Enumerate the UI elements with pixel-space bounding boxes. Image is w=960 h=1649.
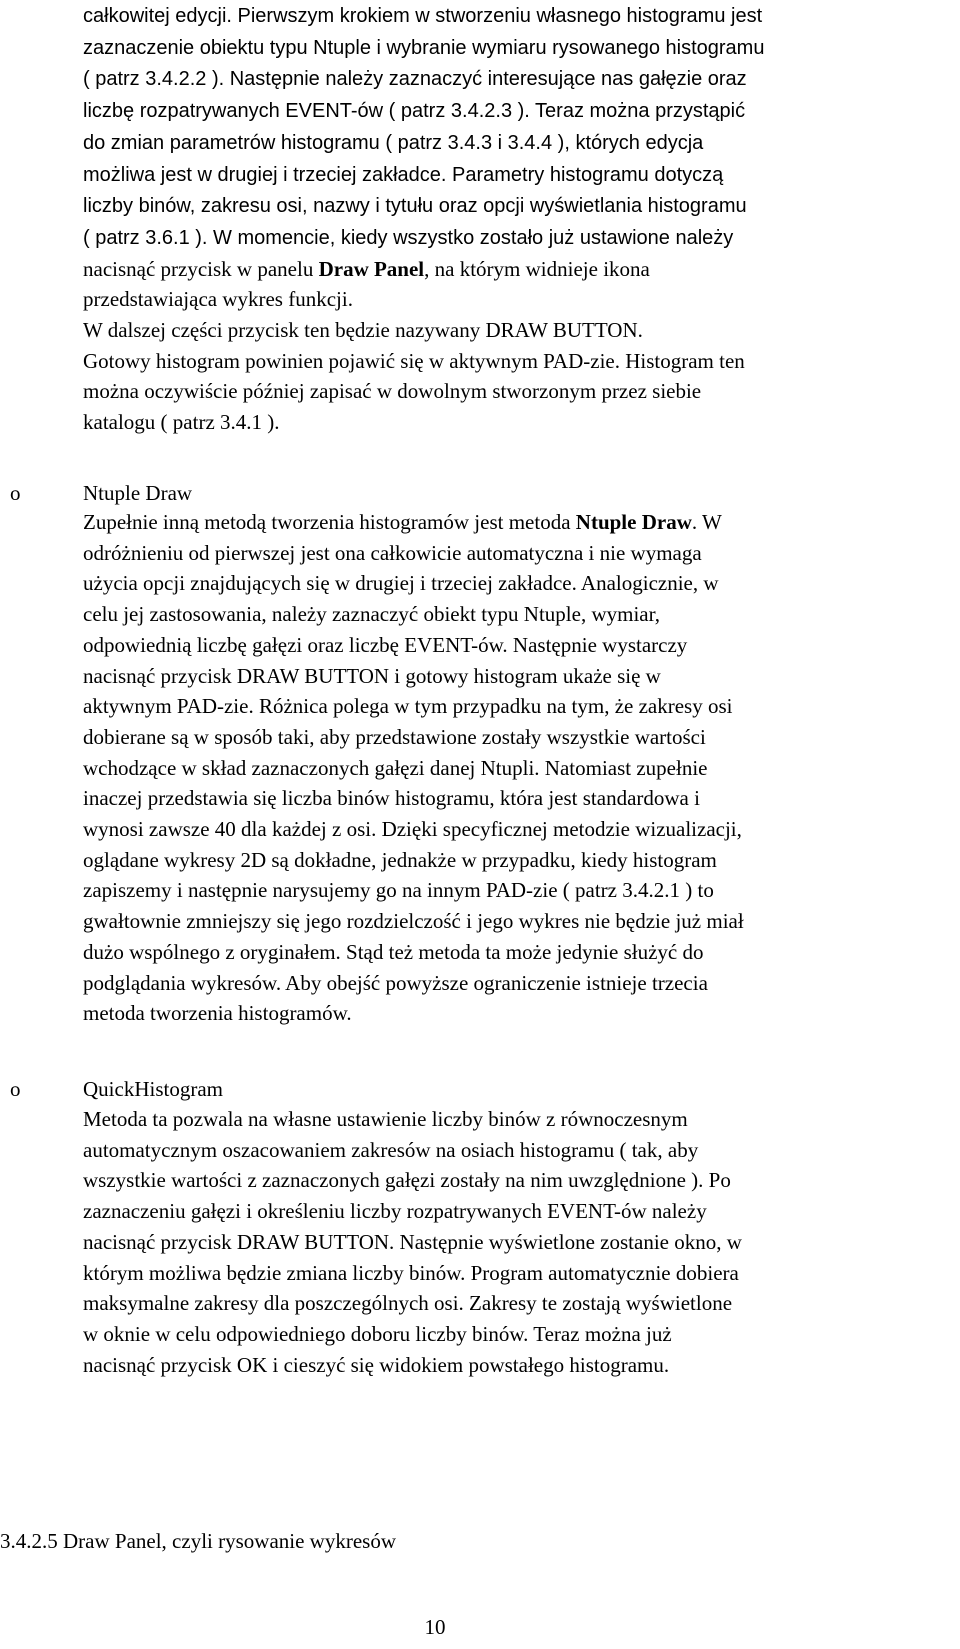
text-run: dobierane są w sposób taki, aby przedstawione zostały wszystkie wartości [83, 724, 706, 749]
ntuple-draw-line [83, 507, 953, 538]
ntuple-draw-paragraph [83, 507, 953, 1029]
quick-histogram-line [83, 1319, 953, 1350]
ntuple-draw-line [83, 630, 953, 661]
intro-line [83, 159, 953, 191]
ntuple-draw-line [83, 722, 953, 753]
quick-histogram-line [83, 1104, 953, 1135]
text-run: w oknie w celu odpowiedniego doboru liczby binów. Teraz można już [83, 1321, 672, 1346]
text-run: zaznaczeniu gałęzi i określeniu liczby rozpatrywanych EVENT-ów należy [83, 1199, 707, 1224]
text-run: , na którym widnieje ikona [424, 256, 650, 281]
text-run: ( patrz 3.6.1 ). W momencie, kiedy wszystko zostało już ustawione należy [83, 226, 734, 249]
ntuple-draw-line [83, 998, 953, 1029]
intro-line [83, 284, 953, 315]
ntuple-draw-line [83, 753, 953, 784]
ntuple-draw-line [83, 599, 953, 630]
text-run: do zmian parametrów histogramu ( patrz 3.4.3 i 3.4.4 ), których edycja [83, 131, 704, 154]
text-run: dużo wspólnego z oryginałem. Stąd też metoda ta może jedynie służyć do [83, 939, 704, 964]
ntuple-draw-line [83, 845, 953, 876]
intro-line [83, 63, 953, 95]
ntuple-draw-line [83, 937, 953, 968]
text-run: użycia opcji znajdujących się w drugiej i trzeciej zakładce. Analogicznie, w [83, 571, 719, 596]
emphasized-term: Ntuple Draw [575, 510, 692, 534]
text-run: Zupełnie inną metodą tworzenia histogramów jest metoda [83, 510, 576, 534]
ntuple-draw-line [83, 814, 953, 845]
text-run: nacisnąć przycisk OK i cieszyć się widokiem powstałego histogramu. [83, 1352, 670, 1377]
text-run: inaczej przedstawia się liczba binów histogramu, która jest standardowa i [83, 786, 700, 811]
text-run: liczbę rozpatrywanych EVENT-ów ( patrz 3.4.2.3 ). Teraz można przystąpić [83, 100, 746, 123]
emphasized-term: Draw Panel [318, 256, 425, 281]
quick-histogram-bullet: o [10, 1077, 21, 1101]
ntuple-draw-title: Ntuple Draw [83, 481, 193, 505]
quick-histogram-line [83, 1350, 953, 1381]
quick-histogram-line [83, 1165, 953, 1196]
text-run: . W [691, 510, 722, 534]
text-run: którym możliwa będzie zmiana liczby binów. Program automatycznie dobiera [83, 1260, 739, 1285]
quick-histogram-line [83, 1258, 953, 1289]
text-run: maksymalne zakresy dla poszczególnych osi. Zakresy te zostają wyświetlone [83, 1291, 733, 1316]
ntuple-draw-bullet: o [10, 481, 21, 505]
intro-line [83, 32, 953, 64]
text-run: odróżnieniu od pierwszej jest ona całkowicie automatyczna i nie wymaga [83, 540, 702, 565]
ntuple-draw-line [83, 568, 953, 599]
text-run: całkowitej edycji. Pierwszym krokiem w stworzeniu własnego histogramu jest [83, 5, 763, 27]
text-run: możliwa jest w drugiej i trzeciej zakładce. Parametry histogramu dotyczą [83, 163, 724, 186]
ntuple-draw-line [83, 968, 953, 999]
text-run: W dalszej części przycisk ten będzie nazywany DRAW BUTTON. [83, 318, 643, 343]
text-run: celu jej zastosowania, należy zaznaczyć obiekt typu Ntuple, wymiar, [83, 602, 661, 627]
quick-histogram-paragraph [83, 1104, 953, 1380]
text-run: wszystkie wartości z zaznaczonych gałęzi zostały na nim uwzględnione ). Po [83, 1168, 731, 1193]
text-run: przedstawiająca wykres funkcji. [83, 287, 353, 312]
text-run: liczby binów, zakresu osi, nazwy i tytułu oraz opcji wyświetlania histogramu [83, 195, 747, 218]
ntuple-draw-line [83, 875, 953, 906]
text-run: gwałtownie zmniejszy się jego rozdzielczość i jego wykres nie będzie już miał [83, 909, 744, 934]
ntuple-draw-line [83, 538, 953, 569]
intro-line [83, 407, 953, 438]
text-run: aktywnym PAD-zie. Różnica polega w tym przypadku na tym, że zakresy osi [83, 694, 733, 719]
text-run: nacisnąć przycisk DRAW BUTTON i gotowy histogram ukaże się w [83, 663, 661, 688]
quick-histogram-title: QuickHistogram [83, 1077, 223, 1101]
text-run: nacisnąć przycisk w panelu [83, 256, 319, 281]
text-run: Gotowy histogram powinien pojawić się w aktywnym PAD-zie. Histogram ten [83, 348, 745, 373]
intro-line [83, 315, 953, 346]
text-run: zapiszemy i następnie narysujemy go na innym PAD-zie ( patrz 3.4.2.1 ) to [83, 878, 714, 903]
quick-histogram-line [83, 1135, 953, 1166]
text-run: odpowiednią liczbę gałęzi oraz liczbę EVENT-ów. Następnie wystarczy [83, 632, 688, 657]
text-run: wynosi zawsze 40 dla każdej z osi. Dzięki specyficznej metodzie wizualizacji, [83, 817, 742, 842]
intro-line [83, 0, 953, 32]
ntuple-draw-line [83, 906, 953, 937]
text-run: katalogu ( patrz 3.4.1 ). [83, 410, 280, 435]
ntuple-draw-line [83, 661, 953, 692]
text-run: zaznaczenie obiektu typu Ntuple i wybranie wymiaru rysowanego histogramu [83, 36, 765, 59]
intro-line [83, 190, 953, 222]
intro-line [83, 376, 953, 407]
quick-histogram-line [83, 1196, 953, 1227]
text-run: podglądania wykresów. Aby obejść powyższe ograniczenie istnieje trzecia [83, 970, 708, 995]
intro-line [83, 95, 953, 127]
text-run: metoda tworzenia histogramów. [83, 1001, 352, 1026]
text-run: można oczywiście później zapisać w dowolnym stworzonym przez siebie [83, 379, 702, 404]
text-run: ( patrz 3.4.2.2 ). Następnie należy zaznaczyć interesujące nas gałęzie oraz [83, 68, 747, 91]
intro-line [83, 346, 953, 377]
quick-histogram-line [83, 1288, 953, 1319]
text-run: oglądane wykresy 2D są dokładne, jednakże w przypadku, kiedy histogram [83, 847, 717, 872]
ntuple-draw-line [83, 783, 953, 814]
text-run: wchodzące w skład zaznaczonych gałęzi danej Ntupli. Natomiast zupełnie [83, 755, 708, 780]
text-run: automatycznym oszacowaniem zakresów na osiach histogramu ( tak, aby [83, 1137, 699, 1162]
text-run: nacisnąć przycisk DRAW BUTTON. Następnie wyświetlone zostanie okno, w [83, 1229, 742, 1254]
intro-line [83, 254, 953, 285]
section-heading: 3.4.2.5 Draw Panel, czyli rysowanie wykresów [0, 1529, 396, 1553]
page-number: 10 [424, 1615, 446, 1639]
intro-line [83, 222, 953, 254]
text-run: Metoda ta pozwala na własne ustawienie liczby binów z równoczesnym [83, 1107, 688, 1131]
intro-paragraph [83, 0, 953, 438]
intro-line [83, 127, 953, 159]
ntuple-draw-line [83, 691, 953, 722]
quick-histogram-line [83, 1227, 953, 1258]
